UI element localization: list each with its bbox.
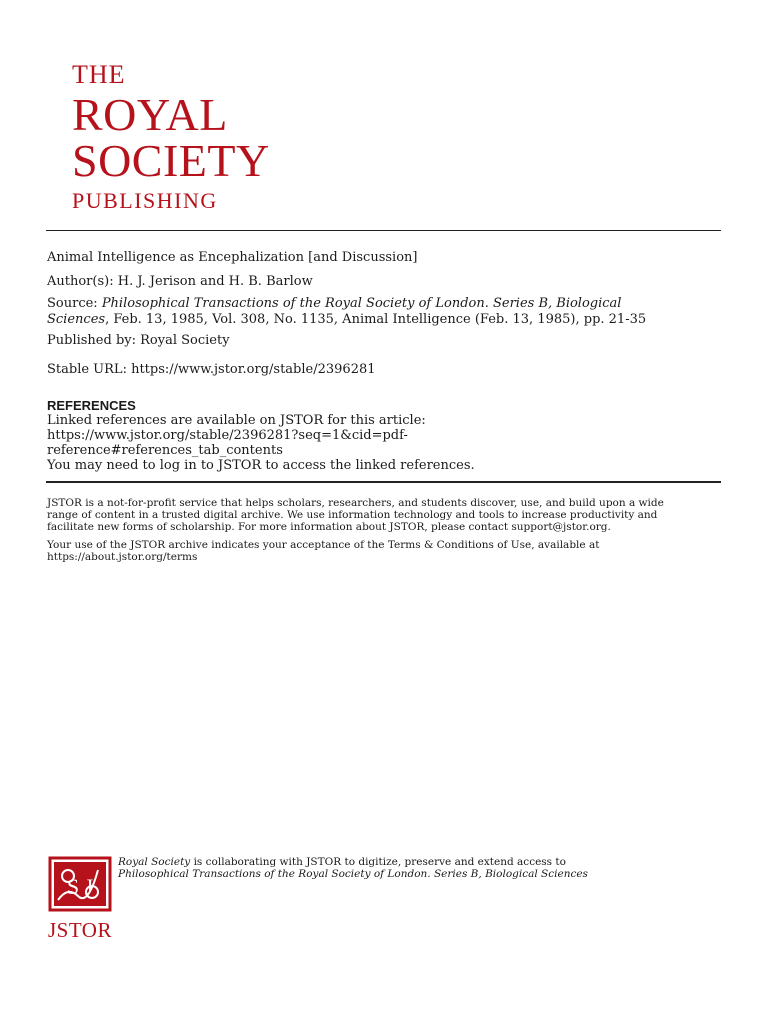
references-login-note: You may need to log in to JSTOR to access the linked references. xyxy=(47,458,475,473)
logo-line-society: SOCIETY xyxy=(72,135,270,186)
references-link-line-1[interactable]: https://www.jstor.org/stable/2396281?seq=1&cid=pdf- xyxy=(47,428,408,443)
source-journal-line1: Philosophical Transactions of the Royal Society of London. Series B, Biological xyxy=(101,296,622,311)
published-by: Published by: Royal Society xyxy=(47,333,230,348)
collaboration-journal: Philosophical Transactions of the Royal Society of London. Series B, Biological Sciences xyxy=(118,868,588,880)
logo-line-publishing: PUBLISHING xyxy=(72,188,218,213)
top-divider xyxy=(46,230,721,231)
notice-line-3: facilitate new forms of scholarship. For more information about JSTOR, please contact support@jstor.org. xyxy=(47,521,611,533)
collaboration-note xyxy=(118,856,588,880)
collaboration-line-1: is collaborating with JSTOR to digitize, preserve and extend access to xyxy=(190,856,566,868)
terms-paragraph xyxy=(47,539,727,563)
references-link-line-2[interactable]: reference#references_tab_contents xyxy=(47,443,283,458)
notice-line-2: range of content in a trusted digital archive. We use information technology and tools to increase productivity and xyxy=(47,509,658,521)
middle-divider xyxy=(46,481,721,483)
partner-name: Royal Society xyxy=(118,856,191,868)
seal-monogram: S J xyxy=(66,874,94,899)
royal-society-publishing-logo xyxy=(72,62,270,212)
logo-line-royal: ROYAL xyxy=(72,89,228,140)
terms-line-1: Your use of the JSTOR archive indicates your acceptance of the Terms & Conditions of Use, available at xyxy=(47,539,600,551)
article-authors: Author(s): H. J. Jerison and H. B. Barlow xyxy=(47,274,313,289)
references-line-1: Linked references are available on JSTOR for this article: xyxy=(47,413,426,428)
logo-line-the: THE xyxy=(72,60,126,89)
stable-url-link[interactable]: Stable URL: https://www.jstor.org/stable/2396281 xyxy=(47,362,376,377)
notice-line-1: JSTOR is a not-for-profit service that helps scholars, researchers, and students discover, use, and build upon a wide xyxy=(47,497,664,509)
source-journal-line2: Sciences xyxy=(47,312,106,327)
terms-link[interactable]: https://about.jstor.org/terms xyxy=(47,551,198,563)
jstor-notice-paragraph xyxy=(47,497,727,533)
article-source xyxy=(47,296,737,328)
jstor-seal-icon xyxy=(48,856,112,912)
article-title: Animal Intelligence as Encephalization [and Discussion] xyxy=(47,250,418,265)
jstor-wordmark: JSTOR xyxy=(48,918,112,942)
jstor-logo xyxy=(48,856,114,943)
source-label: Source: xyxy=(47,296,102,311)
references-section xyxy=(47,398,475,473)
source-details: , Feb. 13, 1985, Vol. 308, No. 1135, Animal Intelligence (Feb. 13, 1985), pp. 21-35 xyxy=(105,312,647,327)
references-heading: REFERENCES xyxy=(47,398,136,413)
